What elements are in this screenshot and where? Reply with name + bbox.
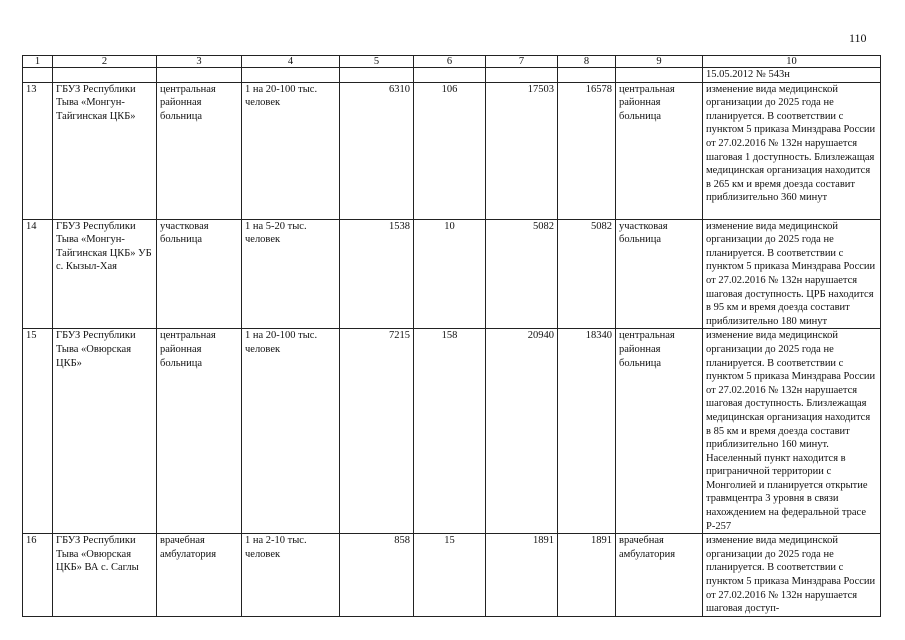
note: изменение вида медицинской организации до 2025 года не планируется. В соответствии с пунктом 5 приказа Минздрава России от 27.02.2016 № 132н нарушается шаговая доступ- [703,534,881,617]
value-col5: 1538 [340,219,414,329]
continuation-text: 15.05.2012 № 543н [703,68,881,83]
organization-name: ГБУЗ Республики Тыва «Овюрская ЦКБ» ВА с. Саглы [53,534,157,617]
organization-type: врачебная амбулатория [157,534,242,617]
page-number: 110 [849,31,867,45]
row-number: 15 [23,329,53,534]
column-number: 1 [23,56,53,68]
value-col7: 5082 [486,219,558,329]
value-col7: 17503 [486,82,558,219]
table-row [23,219,881,329]
organization-name: ГБУЗ Республики Тыва «Монгун-Тайгинская ЦКБ» УБ с. Кызыл-Хая [53,219,157,329]
table-row [23,329,881,534]
continuation-row [23,68,881,83]
value-col7: 20940 [486,329,558,534]
table-row [23,534,881,617]
organization-type: участковая больница [157,219,242,329]
value-col8: 1891 [558,534,616,617]
note: изменение вида медицинской организации до 2025 года не планируется. В соответствии с пунктом 5 приказа Минздрава России от 27.02.2016 № 132н нарушается шаговая 1 доступность. Близлежащая медицинская организация находится в 265 км и время доезда составит приблизительно 360 минут [703,82,881,219]
column-number-row [23,56,881,68]
organization-type-planned: центральная районная больница [616,329,703,534]
column-number: 6 [414,56,486,68]
value-col6: 15 [414,534,486,617]
value-col5: 6310 [340,82,414,219]
column-number: 4 [242,56,340,68]
organization-type-planned: участковая больница [616,219,703,329]
value-col5: 858 [340,534,414,617]
row-number: 14 [23,219,53,329]
column-number: 2 [53,56,157,68]
norm: 1 на 20-100 тыс. человек [242,82,340,219]
medical-organizations-table [22,55,881,617]
row-number: 16 [23,534,53,617]
value-col6: 158 [414,329,486,534]
row-number: 13 [23,82,53,219]
value-col6: 106 [414,82,486,219]
organization-name: ГБУЗ Республики Тыва «Овюрская ЦКБ» [53,329,157,534]
organization-type-planned: врачебная амбулатория [616,534,703,617]
note: изменение вида медицинской организации до 2025 года не планируется. В соответствии с пунктом 5 приказа Минздрава России от 27.02.2016 № 132н нарушается шаговая доступность. Близлежащая медицинская организация находится в 85 км и время доезда составит приблизительно 160 минут. Населенный пункт находится в приграничной территории с Монголией и планируется открытие травмцентра 3 уровня в связи нахождением на федеральной трасе Р-257 [703,329,881,534]
value-col8: 16578 [558,82,616,219]
value-col7: 1891 [486,534,558,617]
value-col8: 5082 [558,219,616,329]
note: изменение вида медицинской организации до 2025 года не планируется. В соответствии с пунктом 5 приказа Минздрава России от 27.02.2016 № 132н нарушается шаговая доступность. ЦРБ находится в 95 км и время доезда составит приблизительно 180 минут [703,219,881,329]
organization-type-planned: центральная районная больница [616,82,703,219]
column-number: 7 [486,56,558,68]
column-number: 10 [703,56,881,68]
value-col6: 10 [414,219,486,329]
column-number: 3 [157,56,242,68]
value-col5: 7215 [340,329,414,534]
value-col8: 18340 [558,329,616,534]
column-number: 9 [616,56,703,68]
organization-type: центральная районная больница [157,82,242,219]
column-number: 5 [340,56,414,68]
norm: 1 на 2-10 тыс. человек [242,534,340,617]
table-row [23,82,881,219]
norm: 1 на 5-20 тыс. человек [242,219,340,329]
norm: 1 на 20-100 тыс. человек [242,329,340,534]
organization-type: центральная районная больница [157,329,242,534]
organization-name: ГБУЗ Республики Тыва «Монгун-Тайгинская ЦКБ» [53,82,157,219]
column-number: 8 [558,56,616,68]
